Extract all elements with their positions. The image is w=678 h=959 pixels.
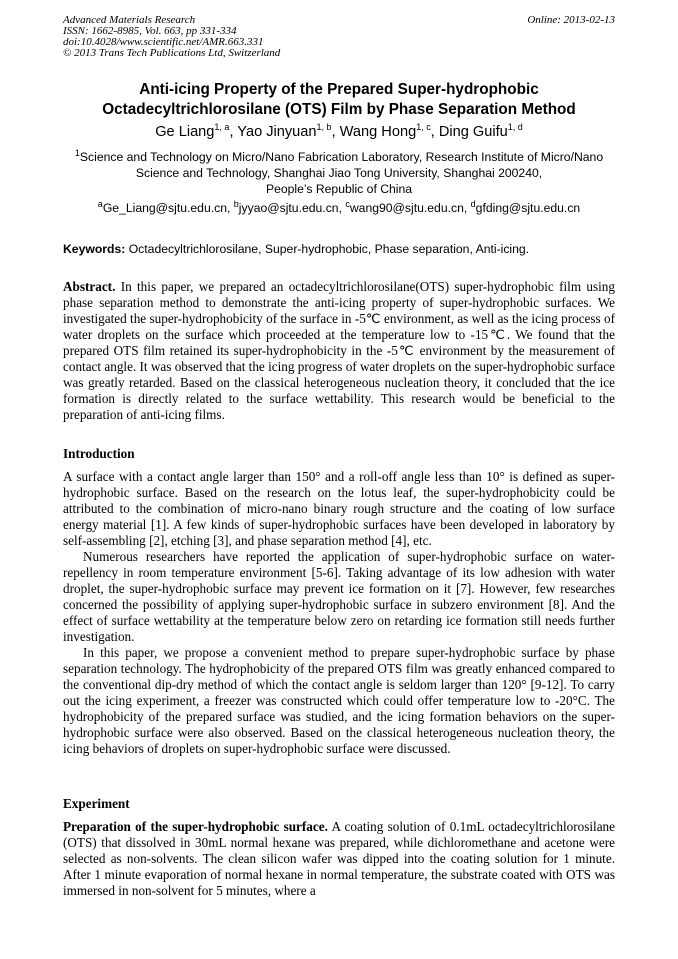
affiliation-sup: 1 (74, 147, 80, 158)
copyright-line: © 2013 Trans Tech Publications Ltd, Switzerland (63, 47, 281, 59)
email-link[interactable]: Ge_Liang@sjtu.edu.cn (102, 201, 227, 215)
email-sup: d (470, 198, 476, 209)
doi-line: doi:10.4028/www.scientific.net/AMR.663.331 (63, 36, 264, 48)
journal-name: Advanced Materials Research (63, 14, 196, 26)
abstract-label: Abstract. (63, 279, 116, 294)
affiliation-line-1: Science and Technology on Micro/Nano Fabrication Laboratory, Research Institute of Micro/Nano (79, 150, 604, 164)
abstract (63, 279, 615, 423)
introduction-heading: Introduction (63, 446, 135, 461)
experiment-text: A coating solution of 0.1mL octadecyltrichlorosilane (OTS) that dissolved in 30mL normal hexane was prepared, while dichloromethane and acetone were selected as non-solvents. The clean silicon wafer was dipped into the coating solution for 1 minute. After 1 minute evaporation of normal hexane in normal temperature, the substrate coated with OTS was immersed in non-solvent for 5 minutes, where a (63, 819, 615, 898)
author-sup: 1, b (316, 122, 332, 133)
author-list: Ge Liang$^{1, a}$, Yao Jinyuan$^{1, b}$, Wang Hong$^{1, c}$, Ding Guifu$^{1, d}$ (155, 122, 523, 140)
email-list: $^a$Ge_Liang@sjtu.edu.cn, $^b$jyyao@sjtu.edu.cn, $^c$wang90@sjtu.edu.cn, $^d$gfding@sjtu.edu.cn (97, 198, 581, 215)
email-sup: c (345, 198, 350, 209)
author-sup: 1, a (214, 122, 230, 133)
title-line-1: Anti-icing Property of the Prepared Super-hydrophobic (139, 81, 539, 98)
author-name: Ge Liang (155, 124, 215, 140)
experiment-heading: Experiment (63, 796, 130, 811)
experiment-subheading: Preparation of the super-hydrophobic surface. (63, 819, 328, 834)
affiliation-line-3: People’s Republic of China (265, 182, 413, 196)
author-name: Wang Hong (339, 124, 417, 140)
email-sup: a (97, 198, 103, 209)
affiliation-line-2: Science and Technology, Shanghai Jiao Tong University, Shanghai 200240, (135, 166, 543, 180)
paper-title (50, 80, 628, 120)
keywords-label: Keywords: (63, 242, 126, 256)
email-link[interactable]: jyyao@sjtu.edu.cn (238, 201, 339, 215)
paragraph: A surface with a contact angle larger than 150° and a roll-off angle less than 10° is defined as super-hydrophobic surface. Based on the research on the lotus leaf, the super-hydrophobicity could be attributed to the combination of micro-nano binary rough structure and the coating of low surface energy material [1]. A few kinds of super-hydrophobic surfaces have been developed in laboratory by self-assembling [2], etching [3], and phase separation method [4], etc. (63, 469, 615, 548)
experiment-body (63, 819, 615, 899)
paragraph: Numerous researchers have reported the application of super-hydrophobic surface on water-repellency in room temperature environment [5-6]. Taking advantage of its low adhesion with water droplet, the super-hydrophobic surface may prevent ice formation on it [7]. However, few researches concerned the possibility of applying super-hydrophobic surface in subzero environment [8]. And the effect of surface wettability at the temperature below zero on retarding ice formation still needs further investigation. (63, 549, 615, 644)
abstract-text: In this paper, we prepared an octadecyltrichlorosilane(OTS) super-hydrophobic film using phase separation method to demonstrate the anti-icing property of super-hydrophobic surfaces. We investigated the super-hydrophobicity of the surface in -5℃ environment, as well as the icing process of water droplets on the surface which proceeded at the temperature low to -15℃. We found that the prepared OTS film retained its super-hydrophobicity in the -5℃ environment by the measurement of contact angle. It was observed that the icing progress of water droplets on the super-hydrophobic surface was greatly retarded. Based on the classical heterogeneous nucleation theory, it concluded that the ice formation is directly related to the surface wettability. This research would be beneficial to the preparation of anti-icing films. (63, 279, 615, 422)
paragraph: In this paper, we propose a convenient method to prepare super-hydrophobic surface by phase separation technology. The hydrophobicity of the prepared OTS film was greatly enhanced compared to the conventional dip-dry method of which the contact angle is seldom larger than 120° [9-12]. To carry out the icing experiment, a freezer was constructed which could offer temperature low to -20°C. The hydrophobicity of the prepared surface was studied, and the icing formation behaviors on the super-hydrophobic surface were also observed. Based on the classical heterogeneous nucleation theory, the icing behaviors of droplets on super-hydrophobic surface were discussed. (63, 645, 615, 756)
issn-line: ISSN: 1662-8985, Vol. 663, pp 331-334 (63, 25, 237, 37)
title-line-2: Octadecyltrichlorosilane (OTS) Film by Phase Separation Method (102, 101, 576, 118)
email-sup: b (233, 198, 239, 209)
author-sup: 1, c (416, 122, 431, 133)
email-link[interactable]: gfding@sjtu.edu.cn (475, 201, 581, 215)
email-link[interactable]: wang90@sjtu.edu.cn (349, 201, 464, 215)
affiliation (55, 149, 623, 197)
introduction-body (63, 469, 615, 757)
keywords (63, 241, 615, 257)
author-name: Yao Jinyuan (237, 124, 317, 140)
author-name: Ding Guifu (438, 124, 508, 140)
journal-header (63, 15, 393, 59)
online-date: Online: 2013-02-13 (527, 14, 615, 26)
author-sup: 1, d (507, 122, 523, 133)
keywords-text: Octadecyltrichlorosilane, Super-hydrophobic, Phase separation, Anti-icing. (128, 242, 530, 256)
